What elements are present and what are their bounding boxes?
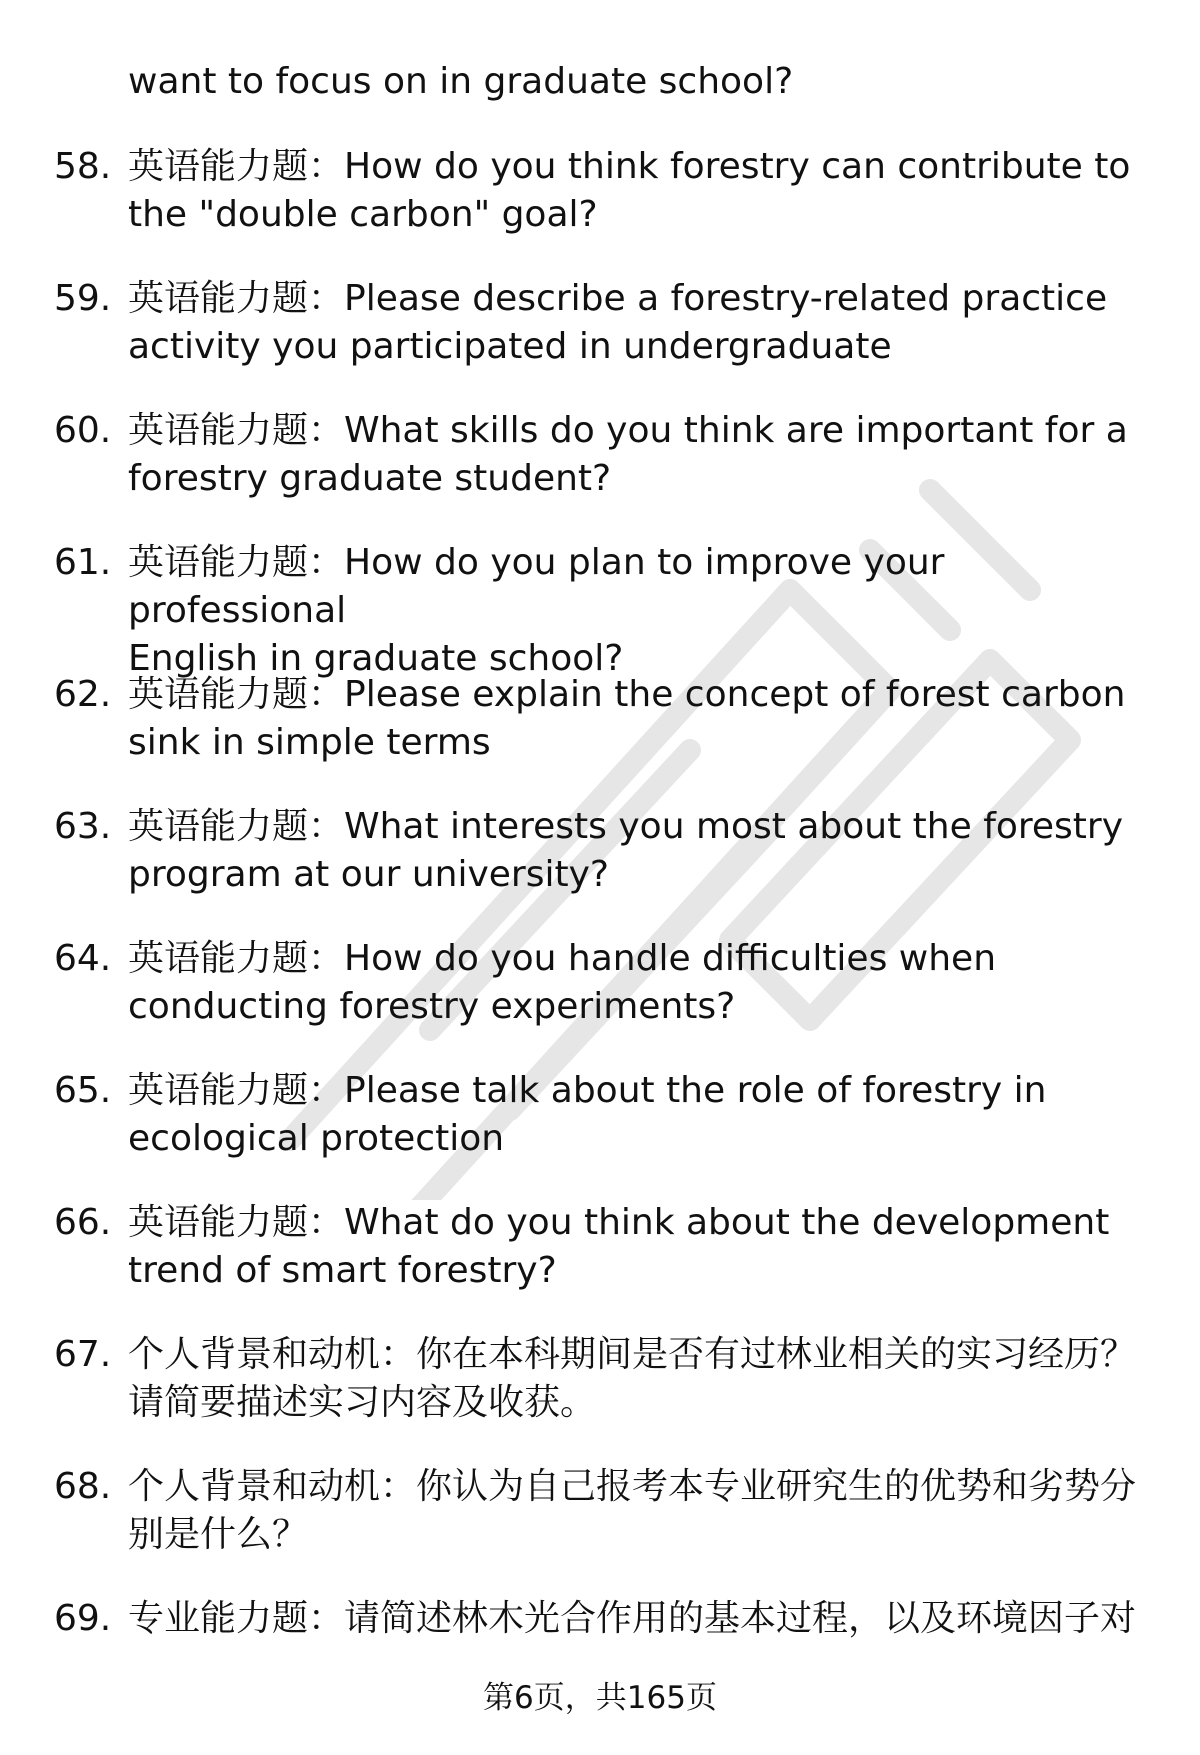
question-text: What skills do you think are important for a forestry graduate student? [128, 410, 1128, 499]
question-text: Please talk about the role of forestry in ecological protection [128, 1070, 1047, 1159]
question-category: 个人背景和动机： [128, 1466, 417, 1507]
question-number: 59. [54, 278, 112, 319]
question-body [128, 1595, 1148, 1643]
question-number: 64. [54, 938, 112, 979]
question-text: What interests you most about the forestry program at our university? [128, 806, 1124, 895]
question-item [0, 671, 1200, 803]
question-body [128, 803, 1148, 899]
question-list [0, 143, 1200, 1727]
question-text: Please explain the concept of forest carbon sink in simple terms [128, 674, 1126, 763]
question-item [0, 935, 1200, 1067]
question-category: 英语能力题： [128, 542, 345, 583]
question-body [128, 143, 1148, 239]
question-category: 英语能力题： [128, 938, 345, 979]
question-number: 65. [54, 1070, 112, 1111]
question-body [128, 1331, 1148, 1427]
question-number: 66. [54, 1202, 112, 1243]
question-number: 61. [54, 542, 112, 583]
question-text: 你认为自己报考本专业研究生的优势和劣势分 别是什么？ [128, 1466, 1137, 1555]
question-text: 请简述林木光合作用的基本过程，以及环境因子对 [344, 1598, 1137, 1639]
question-item [0, 407, 1200, 539]
question-category: 英语能力题： [128, 806, 345, 847]
question-item [0, 1463, 1200, 1595]
question-category: 英语能力题： [128, 146, 345, 187]
question-category: 英语能力题： [128, 1202, 345, 1243]
question-body [128, 275, 1148, 371]
question-body [128, 1199, 1148, 1295]
question-text: 你在本科期间是否有过林业相关的实习经历？ 请简要描述实习内容及收获。 [128, 1334, 1137, 1423]
question-item [0, 275, 1200, 407]
question-category: 个人背景和动机： [128, 1334, 417, 1375]
continuation-text: want to focus on in graduate school? [128, 61, 794, 102]
question-text: How do you think forestry can contribute to the "double carbon" goal? [128, 146, 1131, 235]
question-body [128, 935, 1148, 1031]
question-number: 60. [54, 410, 112, 451]
question-body [128, 407, 1148, 503]
question-body [128, 671, 1148, 767]
question-category: 英语能力题： [128, 278, 345, 319]
question-text: How do you plan to improve your professional English in graduate school? [128, 542, 945, 679]
question-number: 68. [54, 1466, 112, 1507]
question-text: Please describe a forestry-related practice activity you participated in undergraduate [128, 278, 1108, 367]
question-text: How do you handle difficulties when conducting forestry experiments? [128, 938, 997, 1027]
question-number: 62. [54, 674, 112, 715]
question-item [0, 803, 1200, 935]
question-item [0, 1199, 1200, 1331]
question-text: What do you think about the development trend of smart forestry? [128, 1202, 1110, 1291]
question-number: 67. [54, 1334, 112, 1375]
question-body [128, 1067, 1148, 1163]
question-body [128, 539, 1148, 683]
page-footer: 第6页，共165页 [483, 1680, 717, 1716]
question-item [0, 143, 1200, 275]
question-number: 63. [54, 806, 112, 847]
question-category: 专业能力题： [128, 1598, 345, 1639]
question-number: 69. [54, 1598, 112, 1639]
question-number: 58. [54, 146, 112, 187]
question-body [128, 1463, 1148, 1559]
question-category: 英语能力题： [128, 674, 345, 715]
question-item [0, 1331, 1200, 1463]
question-category: 英语能力题： [128, 410, 345, 451]
question-item [0, 1067, 1200, 1199]
question-item [0, 539, 1200, 679]
question-category: 英语能力题： [128, 1070, 345, 1111]
